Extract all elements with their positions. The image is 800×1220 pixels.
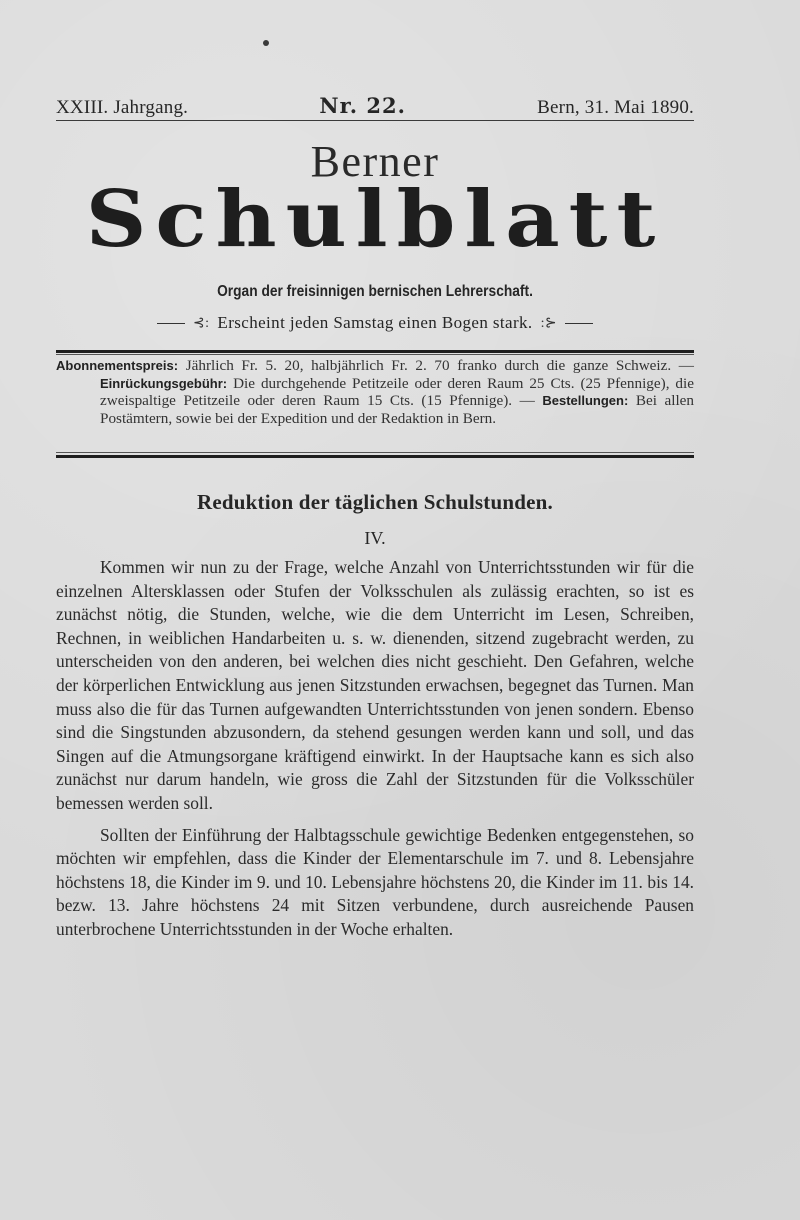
insertion-text: Die durchgehende Petitzeile oder deren Raum 25 Cts. (25 Pfennige), die zweispaltige Petitzeile oder deren Raum 15 Cts. (15 Pfennige). — bbox=[100, 374, 694, 410]
place-date: Bern, 31. Mai 1890. bbox=[537, 97, 694, 118]
ornament-left-icon: ⊰: bbox=[192, 315, 210, 331]
title-top: Berner bbox=[310, 137, 440, 186]
price-label: Abonnementspreis: bbox=[56, 358, 179, 373]
article-paragraph: Sollten der Einführung der Halbtagsschule gewichtige Bedenken entgegenstehen, so möchten wir empfehlen, dass die Kinder der Elementarschule im 7. und 8. Lebensjahre höchstens 18, die Kinder im 9. und 10. Lebensjahre höchstens 20, die Kinder im 11. bis 14. bezw. 13. Jahre höchstens 24 mit Sitzen verbundene, durch ausreichende Pausen unterbrochene Unterrichtsstunden in der Woche erhalten. bbox=[56, 824, 694, 939]
frequency-text: Erscheint jeden Samstag einen Bogen stark. bbox=[217, 313, 533, 332]
box-rule-bottom-thin bbox=[56, 452, 694, 453]
newspaper-title: Schulblatt bbox=[85, 173, 665, 265]
article-part-number: IV. bbox=[364, 528, 386, 548]
orders-label: Bestellungen: bbox=[542, 393, 629, 409]
orders-text: Bei allen Postämtern, sowie bei der Expedition und der Redaktion in Bern. bbox=[100, 392, 694, 427]
box-rule-top bbox=[56, 350, 694, 353]
frequency-line bbox=[56, 313, 694, 333]
article-paragraph: Kommen wir nun zu der Frage, welche Anzahl von Unterrichtsstunden wir für die einzelnen Altersklassen oder Stufen der Volksschulen als zulässig erachten, so ist es zunächst nötig, die Stunden, welche, wie die dem Unterricht im Lesen, Schreiben, Rechnen, in weiblichen Handarbeiten u. s. w. dienenden, sitzend zugebracht werden, zu unterscheiden von den anderen, bei welchen dies nicht geschieht. Den Gefahren, welche der körperlichen Entwicklung aus jenen Sitzstunden erwachsen, begegnet das Turnen. Man muss also die für das Turnen aufgewandten Unterrichtsstunden von jenen sondern. Ebenso sind die Singstunden abzusondern, da stehend gesungen werden kann und soll, und das Singen auf die Atmungsorgane kräftigend einwirkt. In der Hauptsache kann es sich also zunächst nur darum handeln, wie gross die Zahl der Sitzstunden für die Volksschüler bemessen werden soll. bbox=[56, 557, 694, 813]
issue-line bbox=[56, 93, 694, 119]
ornament-right-icon: :⊱ bbox=[540, 315, 557, 331]
box-rule-top-thin bbox=[56, 354, 694, 355]
ink-speck bbox=[263, 40, 269, 46]
issue-number: Nr. 22. bbox=[319, 93, 406, 118]
subtitle: Organ der freisinnigen bernischen Lehrerschaft. bbox=[217, 283, 533, 300]
subscription-text bbox=[56, 357, 694, 427]
masthead-rule bbox=[56, 120, 694, 121]
subscription-box bbox=[56, 357, 694, 427]
box-rule-bottom bbox=[56, 455, 694, 458]
article-title: Reduktion der täglichen Schulstunden. bbox=[197, 490, 553, 514]
insertion-label: Einrückungsgebühr: bbox=[100, 375, 228, 391]
divider-right bbox=[565, 323, 593, 324]
volume-label: XXIII. Jahrgang. bbox=[56, 97, 189, 118]
divider-left bbox=[157, 323, 185, 324]
article-body bbox=[56, 556, 694, 950]
price-text: Jährlich Fr. 5. 20, halbjährlich Fr. 2. 70 franko durch die ganze Schweiz. — bbox=[178, 357, 694, 374]
